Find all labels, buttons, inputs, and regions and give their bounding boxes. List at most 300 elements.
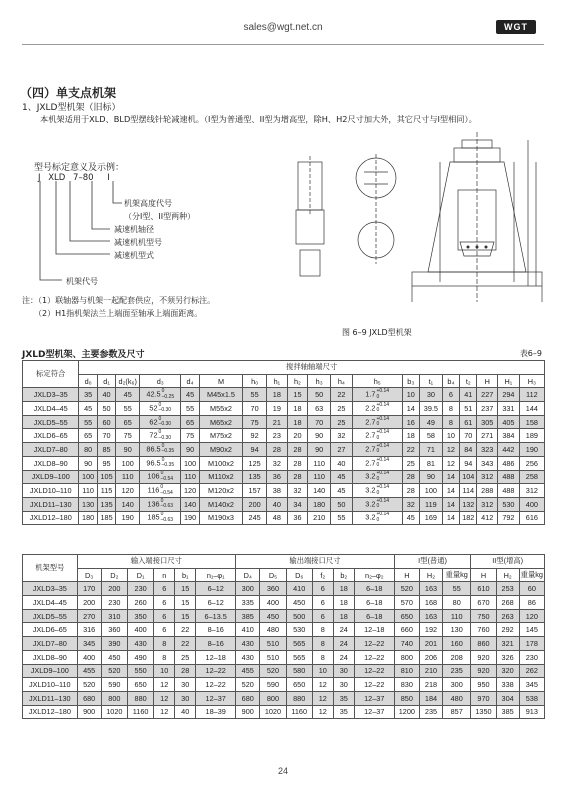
table-cell: 45	[116, 388, 140, 402]
table-cell: 800	[101, 691, 127, 705]
table-cell: 65	[181, 415, 199, 429]
code-part: J	[38, 173, 41, 183]
table-cell: 12	[312, 678, 333, 692]
table-cell: 25	[331, 415, 353, 429]
label-reducer-size: 减速机机型号	[114, 238, 162, 247]
table-cell: 1200	[394, 705, 419, 719]
table-cell: JXLD7–80	[23, 443, 79, 457]
col-header: D₃	[77, 568, 101, 582]
table-cell: 12–37	[196, 691, 236, 705]
table-cell: JXLD3–35	[23, 582, 78, 596]
table-cell: 104	[460, 470, 477, 484]
dimension-table-2	[22, 554, 545, 719]
table-cell: 312	[477, 470, 498, 484]
table-cell: 210	[419, 664, 442, 678]
table-cell: 32	[331, 429, 353, 443]
table-cell: 132	[460, 497, 477, 511]
table-cell: 880	[286, 691, 312, 705]
table-cell: 680	[77, 691, 101, 705]
table-cell: 45	[331, 484, 353, 498]
table-cell: 86.50 –0.35	[140, 443, 181, 457]
table-cell: 6	[312, 609, 333, 623]
table-cell: 206	[419, 650, 442, 664]
table-cell: 450	[101, 650, 127, 664]
table-cell: 85	[97, 443, 115, 457]
table-cell: 304	[496, 691, 519, 705]
table-cell: 430	[236, 650, 260, 664]
table-cell: 650	[394, 609, 419, 623]
table-cell: 120	[116, 484, 140, 498]
table-cell: 860	[471, 637, 496, 651]
table-row	[23, 443, 545, 457]
table-cell: 18	[287, 415, 308, 429]
table-cell: 810	[394, 664, 419, 678]
table-cell: 95	[97, 456, 115, 470]
table-cell: 6	[442, 388, 459, 402]
table-cell: 115	[97, 484, 115, 498]
table-cell: 190	[181, 511, 199, 525]
col-header-model: 标定符合	[23, 361, 79, 388]
table-cell: 120	[181, 484, 199, 498]
table-cell: 12	[154, 705, 175, 719]
code-part: I	[107, 173, 110, 183]
table-cell: 90	[116, 443, 140, 457]
table-cell: 258	[519, 470, 544, 484]
table-cell: 288	[477, 484, 498, 498]
table-cell: 650	[127, 678, 153, 692]
table-cell: 6–18	[354, 582, 394, 596]
table-cell: 235	[419, 705, 442, 719]
table-cell: 90	[181, 443, 199, 457]
table-cell: 384	[498, 429, 520, 443]
table-cell: 36	[267, 470, 288, 484]
table-cell: 110	[79, 484, 97, 498]
table-cell: 105	[97, 470, 115, 484]
table-cell: 140	[181, 497, 199, 511]
table-cell: JXLD3–35	[23, 388, 79, 402]
table-cell: 12	[442, 443, 459, 457]
table-cell: 486	[498, 456, 520, 470]
table-cell: 920	[471, 664, 496, 678]
table-cell: 40	[175, 705, 196, 719]
table-cell: 140	[308, 484, 331, 498]
col-header: h₀	[243, 374, 267, 388]
table-cell: JXLD12–180	[23, 511, 79, 525]
table-cell: 538	[519, 691, 544, 705]
table-cell: 8	[154, 650, 175, 664]
table-cell: 488	[498, 484, 520, 498]
table-cell: 163	[419, 582, 442, 596]
table-cell: 6	[154, 609, 175, 623]
table-row	[23, 609, 545, 623]
table-cell: 49	[419, 415, 442, 429]
table-cell: 1060 –0.54	[140, 470, 181, 484]
table-cell: 385	[236, 609, 260, 623]
table-cell: 1020	[260, 705, 286, 719]
col-header: b₃	[402, 374, 419, 388]
table-cell: 25	[402, 456, 419, 470]
table-cell: 750	[471, 609, 496, 623]
table-cell: 190	[519, 443, 544, 457]
table-cell: 80	[79, 443, 97, 457]
table-cell: 200	[101, 582, 127, 596]
table-cell: 520 –0.30	[140, 402, 181, 416]
table-cell: 550	[127, 664, 153, 678]
col-header: b₁	[175, 568, 196, 582]
table-cell: 27	[331, 443, 353, 457]
table-cell: 45	[79, 402, 97, 416]
table-cell: 15	[287, 388, 308, 402]
table-cell: 22	[175, 637, 196, 651]
table-cell: JXLD8–90	[23, 456, 79, 470]
table-cell: 345	[519, 678, 544, 692]
table-cell: 189	[519, 429, 544, 443]
table-row	[23, 705, 545, 719]
table-cell: 51	[460, 402, 477, 416]
table-cell: 6	[154, 596, 175, 610]
table-cell: 760	[471, 623, 496, 637]
table-cell: 2.2+0.14 0	[352, 402, 402, 416]
header-email: sales@wgt.net.cn	[243, 22, 323, 33]
table-cell: 565	[286, 650, 312, 664]
col-header: n	[154, 568, 175, 582]
table-cell: 110	[116, 470, 140, 484]
table-cell: 263	[496, 609, 519, 623]
table-cell: 210	[308, 511, 331, 525]
table-cell: M110x2	[199, 470, 242, 484]
table-cell: 200	[77, 596, 101, 610]
table-cell: 19	[267, 402, 288, 416]
table-cell: 857	[443, 705, 471, 719]
table-cell: 218	[419, 678, 442, 692]
table-cell: 110	[308, 470, 331, 484]
table-cell: 30	[175, 691, 196, 705]
table-cell: 1850 –0.63	[140, 511, 181, 525]
table-cell: 14	[402, 402, 419, 416]
note-2: （2）H1指机架法兰上端面至轴承上端面距离。	[34, 309, 203, 318]
table-cell: 71	[419, 443, 442, 457]
table-cell: 850	[394, 691, 419, 705]
table-cell: 55	[116, 402, 140, 416]
page-number: 24	[277, 766, 288, 776]
table-cell: 331	[498, 402, 520, 416]
table-cell: 455	[236, 664, 260, 678]
table-cell: 180	[308, 497, 331, 511]
table-cell: 520	[101, 664, 127, 678]
table-cell: 30	[333, 664, 354, 678]
col-header: b₂	[333, 568, 354, 582]
table-cell: 12–37	[354, 691, 394, 705]
table-cell: 520	[236, 678, 260, 692]
table-cell: 38	[267, 484, 288, 498]
table-cell: 405	[498, 415, 520, 429]
table-cell: 90	[308, 429, 331, 443]
col-header: h₂	[287, 374, 308, 388]
table-cell: 24	[333, 637, 354, 651]
table-cell: 430	[127, 637, 153, 651]
table-cell: 182	[460, 511, 477, 525]
table-cell: 140	[116, 497, 140, 511]
table-cell: 163	[419, 609, 442, 623]
table-cell: 39.5	[419, 402, 442, 416]
table-cell: 112	[519, 388, 544, 402]
table-cell: 35	[333, 691, 354, 705]
table-cell: 670	[471, 596, 496, 610]
table-row	[23, 637, 545, 651]
col-header: h₄	[331, 374, 353, 388]
table-cell: 40	[97, 388, 115, 402]
table-cell: 6–18	[354, 609, 394, 623]
table-cell: 8	[312, 637, 333, 651]
table-cell: 30	[333, 678, 354, 692]
table-row	[23, 678, 545, 692]
table-cell: 312	[519, 484, 544, 498]
table-cell: 55	[181, 402, 199, 416]
figure-caption: 图 6–9 JXLD型机架	[342, 328, 412, 337]
table-cell: 25	[331, 402, 353, 416]
table-cell: 32	[287, 484, 308, 498]
table-cell: 18	[333, 582, 354, 596]
table-cell: JXLD5–55	[23, 609, 78, 623]
table-cell: 565	[286, 637, 312, 651]
table-cell: 6	[154, 623, 175, 637]
table-number: 表6–9	[519, 349, 542, 358]
table-cell: M55x2	[199, 402, 242, 416]
table-cell: 170	[77, 582, 101, 596]
table-cell: 18	[333, 609, 354, 623]
table-cell: M120x2	[199, 484, 242, 498]
table-cell: 81	[419, 456, 442, 470]
table-cell: 32	[402, 497, 419, 511]
table-cell: 61	[460, 415, 477, 429]
table-cell: 10	[312, 664, 333, 678]
col-header: H₂	[419, 568, 442, 582]
table-row	[23, 650, 545, 664]
table-cell: 94	[243, 443, 267, 457]
table-cell: 350	[127, 609, 153, 623]
code-part: XLD	[48, 173, 66, 183]
table-cell: 450	[286, 596, 312, 610]
table-cell: 18	[402, 429, 419, 443]
table-cell: 3.2+0.14 0	[352, 511, 402, 525]
table-cell: 60	[97, 415, 115, 429]
col-header: h₅	[352, 374, 402, 388]
table-cell: 6–12	[196, 582, 236, 596]
table-cell: 42.50 –0.25	[140, 388, 181, 402]
table-cell: 100	[79, 470, 97, 484]
table-cell: JXLD10–110	[23, 678, 78, 692]
table-cell: 800	[394, 650, 419, 664]
col-header: H₁	[498, 374, 520, 388]
note-1: 注：（1）联轴器与机架一起配套供应，不须另行标注。	[22, 296, 216, 305]
table-cell: 92	[243, 429, 267, 443]
table-cell: 55	[243, 388, 267, 402]
table-cell: 3.2+0.14 0	[352, 484, 402, 498]
table-cell: JXLD10–110	[23, 484, 79, 498]
table-cell: 1160 –0.54	[140, 484, 181, 498]
table-cell: 48	[267, 511, 288, 525]
table-row	[23, 691, 545, 705]
table-row	[23, 623, 545, 637]
table-cell: 65	[116, 415, 140, 429]
col-header: t₁	[419, 374, 442, 388]
table-cell: 2.7+0.14 0	[352, 429, 402, 443]
table-cell: 24	[333, 623, 354, 637]
table-cell: 28	[267, 443, 288, 457]
table-cell: 35	[79, 388, 97, 402]
table-cell: 321	[496, 637, 519, 651]
table-cell: 345	[77, 637, 101, 651]
table-cell: 14	[442, 470, 459, 484]
subsection-title: 1、JXLD型机架（旧标）	[22, 103, 121, 113]
table-cell: 10	[154, 664, 175, 678]
table-cell: 230	[519, 650, 544, 664]
table-cell: 312	[477, 497, 498, 511]
table-cell: 292	[496, 623, 519, 637]
table-cell: 520	[394, 582, 419, 596]
table-cell: 442	[498, 443, 520, 457]
table-cell: 913	[519, 705, 544, 719]
table-cell: 18	[267, 388, 288, 402]
table-cell: 920	[471, 650, 496, 664]
col-header: 重量kg	[443, 568, 471, 582]
table-cell: 900	[236, 705, 260, 719]
table-cell: 63	[308, 402, 331, 416]
table-cell: 23	[267, 429, 288, 443]
table-cell: 168	[419, 596, 442, 610]
section-title: （四）单支点机架	[20, 86, 117, 100]
table-cell: 455	[77, 664, 101, 678]
table-cell: 41	[460, 388, 477, 402]
table-cell: JXLD4–45	[23, 402, 79, 416]
table-cell: JXLD4–45	[23, 596, 78, 610]
table-cell: 510	[260, 637, 286, 651]
table-cell: 119	[419, 497, 442, 511]
table-cell: 520	[77, 678, 101, 692]
table-cell: JXLD7–80	[23, 637, 78, 651]
table-cell: 3.2+0.14 0	[352, 470, 402, 484]
col-header: d₄	[181, 374, 199, 388]
table-cell: 260	[127, 596, 153, 610]
table-cell: 268	[496, 596, 519, 610]
table-cell: 8	[442, 415, 459, 429]
table-cell: 160	[443, 637, 471, 651]
table-cell: 6	[312, 582, 333, 596]
table-cell: 110	[181, 470, 199, 484]
table-row	[23, 470, 545, 484]
table-cell: 660	[394, 623, 419, 637]
table-cell: 1.7+0.14 0	[352, 388, 402, 402]
table-row	[23, 429, 545, 443]
col-header: n₁–φ₁	[196, 568, 236, 582]
table-cell: 100	[419, 484, 442, 498]
table-cell: 15	[175, 596, 196, 610]
table-cell: 201	[419, 637, 442, 651]
table-cell: 490	[127, 650, 153, 664]
label-frame-code: 机架代号	[66, 277, 98, 286]
table-cell: 22	[402, 443, 419, 457]
table-cell: 970	[471, 691, 496, 705]
table-cell: JXLD8–90	[23, 650, 78, 664]
table-cell: 34	[287, 497, 308, 511]
table-cell: 30	[419, 388, 442, 402]
table-cell: 580	[286, 664, 312, 678]
table-cell: 12	[312, 705, 333, 719]
table-cell: 14	[442, 511, 459, 525]
col-header: D₄	[236, 568, 260, 582]
table-cell: 400	[260, 596, 286, 610]
table-cell: 227	[477, 388, 498, 402]
table-cell: 237	[477, 402, 498, 416]
table-row	[23, 388, 545, 402]
table-cell: 70	[243, 402, 267, 416]
table-cell: 412	[477, 511, 498, 525]
table-cell: 28	[287, 456, 308, 470]
table-cell: 616	[519, 511, 544, 525]
table-cell: 8	[442, 402, 459, 416]
table-row	[23, 664, 545, 678]
brand-logo: WGT	[496, 20, 536, 34]
table-cell: M140x2	[199, 497, 242, 511]
table-cell: 6–12	[196, 596, 236, 610]
table-cell: 6–13.5	[196, 609, 236, 623]
table-cell: 1020	[101, 705, 127, 719]
table-cell: 178	[519, 637, 544, 651]
col-header: M	[199, 374, 242, 388]
table-cell: 24	[333, 650, 354, 664]
table-cell: 235	[443, 664, 471, 678]
table-cell: 96.50 –0.35	[140, 456, 181, 470]
group-header: 搅拌轴轴端尺寸	[79, 361, 545, 375]
col-header: n₂–φ₂	[354, 568, 394, 582]
table-cell: 1350	[471, 705, 496, 719]
table-cell: 2.7+0.14 0	[352, 456, 402, 470]
table-cell: 488	[498, 470, 520, 484]
table-cell: 45	[402, 511, 419, 525]
table-cell: 15	[175, 609, 196, 623]
table-cell: 680	[236, 691, 260, 705]
table-cell: 30	[175, 678, 196, 692]
table-cell: 390	[101, 637, 127, 651]
table-cell: 740	[394, 637, 419, 651]
table-cell: 480	[260, 623, 286, 637]
table-cell: 20	[287, 429, 308, 443]
table-cell: 400	[519, 497, 544, 511]
table-cell: M90x2	[199, 443, 242, 457]
table-cell: 50	[308, 388, 331, 402]
col-header: H	[471, 568, 496, 582]
col-header: d₀	[79, 374, 97, 388]
table-cell: 55	[331, 511, 353, 525]
table-cell: 28	[287, 470, 308, 484]
table-cell: 300	[236, 582, 260, 596]
frame-drawing-figure	[282, 132, 544, 322]
label-frame-height: 机架高度代号	[124, 199, 172, 208]
table-cell: 610	[471, 582, 496, 596]
table-cell: 253	[496, 582, 519, 596]
col-header: h₁	[267, 374, 288, 388]
dimension-table-1	[22, 360, 545, 525]
table-cell: 36	[287, 511, 308, 525]
table-cell: 28	[402, 484, 419, 498]
table-cell: 335	[236, 596, 260, 610]
table-cell: 530	[498, 497, 520, 511]
table-cell: 270	[77, 609, 101, 623]
table-cell: 130	[443, 623, 471, 637]
table-cell: 75	[116, 429, 140, 443]
table-cell: 6	[154, 582, 175, 596]
table-cell: 1160	[286, 705, 312, 719]
